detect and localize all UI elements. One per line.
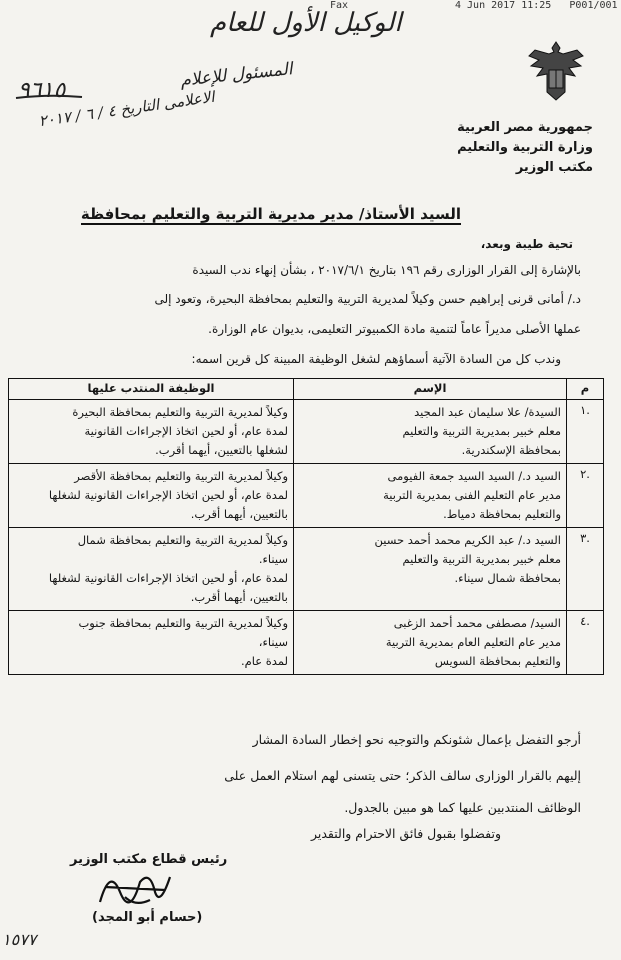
name-line: السيد/ مصطفى محمد أحمد الزغبى [393,616,561,630]
addressee: السيد الأستاذ/ مدير مديرية التربية والتعليم بمحافظة [80,205,461,223]
name-line: مدير عام التعليم الفنى بمديرية التربية [383,488,561,502]
job-line: بالتعيين، أيهما أقرب. [190,590,288,604]
job-line: وكيلاً لمديرية التربية والتعليم بمحافظة الأقصر [74,469,288,483]
signature-title: رئيس قطاع مكتب الوزير [70,852,228,867]
closing-line-4: وتفضلوا بقبول فائق الاحترام والتقدير [310,826,501,841]
handwritten-note-2: المسئول للإعلام [179,59,294,91]
row-num: .١ [567,400,604,464]
table-row [9,464,604,528]
signature-name: (حسام أبو المجد) [92,910,203,925]
job-line: بالتعيين، أيهما أقرب. [190,507,288,521]
table-row [9,528,604,611]
body-line-3: عملها الأصلى مديراً عاماً لتنمية مادة الكمبيوتر التعليمى، بديوان عام الوزارة. [208,322,581,336]
name-line: السيد د./ عبد الكريم محمد أحمد حسين [374,533,561,547]
name-line: بمحافظة الإسكندرية. [461,443,561,457]
assignment-table [8,378,604,675]
header-name: الإسم [294,379,567,400]
handwritten-note-3: الاعلامى التاريخ ٤ / ٦ / ٢٠١٧ [37,87,216,131]
job-line: لمدة عام، أو لحين اتخاذ الإجراءات القانونية لشغلها [48,488,288,502]
job-line: لمدة عام، أو لحين اتخاذ الإجراءات القانونية [84,424,288,438]
header-office: مكتب الوزير [515,160,593,175]
row-job [9,400,294,464]
job-line: لشغلها بالتعيين، أيهما أقرب. [155,443,288,457]
name-line: معلم خبير بمديرية التربية والتعليم [402,552,561,566]
job-line: لمدة عام، أو لحين اتخاذ الإجراءات القانونية لشغلها [48,571,288,585]
body-line-4: وندب كل من السادة الآتية أسماؤهم لشغل الوظيفة المبينة كل قرين اسمه: [191,352,561,366]
row-name [294,528,567,611]
corner-number: ١٥٧٧ [2,930,37,949]
handwritten-number: ٩٦١٥ [18,78,66,103]
signature-scribble [95,862,175,912]
fax-datetime [455,0,618,11]
row-job [9,528,294,611]
handwritten-underline [14,92,84,102]
name-line: والتعليم بمحافظة دمياط. [443,507,561,521]
job-line: سيناء. [258,552,288,566]
job-line: لمدة عام. [240,654,288,668]
body-line-1: بالإشارة إلى القرار الوزارى رقم ١٩٦ بتاريخ ٢٠١٧/٦/١ ، بشأن إنهاء ندب السيدة [192,263,581,277]
row-job [9,464,294,528]
name-line: السيدة/ علا سليمان عبد المجيد [414,405,561,419]
job-line: وكيلاً لمديرية التربية والتعليم بمحافظة شمال [77,533,288,547]
greeting: تحية طيبة وبعد، [480,237,573,251]
name-line: بمحافظة شمال سيناء. [454,571,561,585]
body-line-2: د./ أمانى قرنى إبراهيم حسن وكيلاً لمديرية التربية والتعليم بمحافظة البحيرة، وتعود إلى [154,292,581,306]
handwritten-note-1: الوكيل الأول للعام [210,8,402,38]
name-line: والتعليم بمحافظة السويس [434,654,561,668]
job-line: سيناء، [258,635,288,649]
closing-line-2: إليهم بالقرار الوزارى سالف الذكر؛ حتى يتسنى لهم استلام العمل على [224,768,581,783]
eagle-emblem-icon [525,38,587,104]
addressee-line [81,205,461,223]
table-row [9,400,604,464]
header-country: جمهورية مصر العربية [457,120,593,135]
table-row [9,611,604,675]
fax-date: 4 Jun 2017 11:25 [455,0,552,11]
fax-page: P001/001 [569,0,618,11]
header-num: م [567,379,604,400]
row-num: .٣ [567,528,604,611]
header-ministry: وزارة التربية والتعليم [457,140,593,155]
row-num: .٢ [567,464,604,528]
table-header-row [9,379,604,400]
row-name [294,464,567,528]
row-name [294,400,567,464]
job-line: وكيلاً لمديرية التربية والتعليم بمحافظة جنوب [78,616,288,630]
row-job [9,611,294,675]
header-job: الوظيفة المنتدب عليها [9,379,294,400]
name-line: السيد د./ السيد السيد جمعة الفيومى [387,469,561,483]
fax-label: Fax [330,0,349,11]
name-line: معلم خبير بمديرية التربية والتعليم [402,424,561,438]
closing-line-3: الوظائف المنتدبين عليها كما هو مبين بالجدول. [344,800,581,815]
row-name [294,611,567,675]
row-num: .٤ [567,611,604,675]
closing-line-1: أرجو التفضل بإعمال شئونكم والتوجيه نحو إخطار السادة المشار [252,732,581,747]
name-line: مدير عام التعليم العام بمديرية التربية [385,635,561,649]
job-line: وكيلاً لمديرية التربية والتعليم بمحافظة البحيرة [72,405,288,419]
